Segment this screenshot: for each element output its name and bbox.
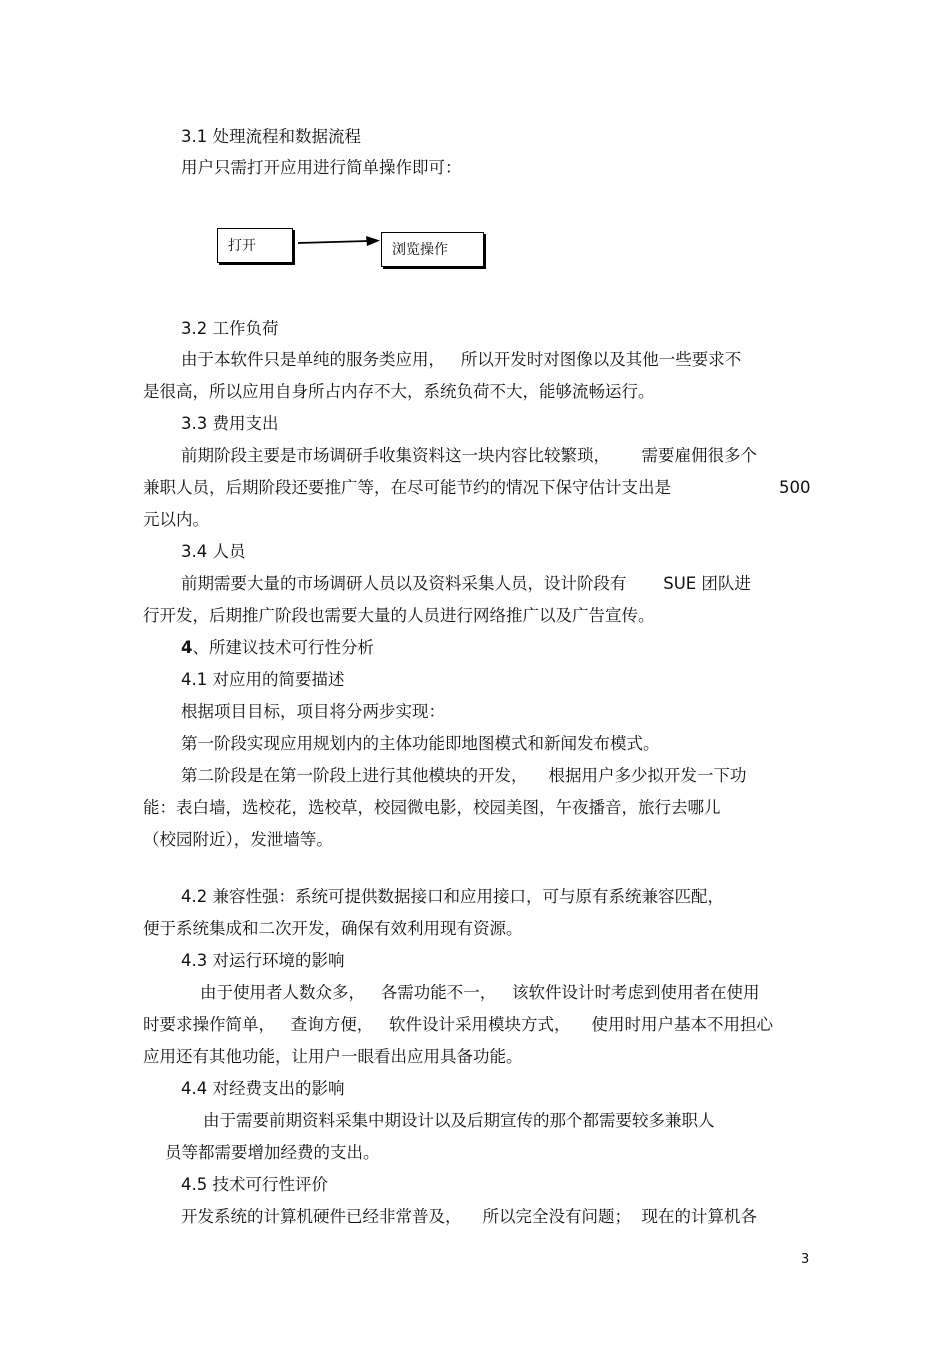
paragraph-3-3-line1: 前期阶段主要是市场调研手收集资料这一块内容比较繁琐， 需要雇佣很多个 xyxy=(181,446,757,465)
paragraph-4-1-line1: 根据项目目标，项目将分两步实现： xyxy=(181,702,445,721)
paragraph-3-2-line1: 由于本软件只是单纯的服务类应用， 所以开发时对图像以及其他一些要求不 xyxy=(181,350,742,369)
paragraph-4-1-line2: 第一阶段实现应用规划内的主体功能即地图模式和新闻发布模式。 xyxy=(181,734,660,753)
paragraph-3-4-line1: 前期需要大量的市场调研人员以及资料采集人员，设计阶段有 SUE 团队进 xyxy=(181,574,751,593)
flow-box-open: 打开 xyxy=(217,228,293,263)
heading-4-number: 4 xyxy=(181,638,193,657)
paragraph-3-1: 用户只需打开应用进行简单操作即可： xyxy=(181,158,462,177)
paragraph-4-3-line3: 应用还有其他功能，让用户一眼看出应用具备功能。 xyxy=(143,1047,523,1066)
heading-3-1: 3.1 处理流程和数据流程 xyxy=(181,127,361,146)
paragraph-4-2-line2: 便于系统集成和二次开发，确保有效利用现有资源。 xyxy=(143,919,523,938)
paragraph-3-3-line2: 兼职人员，后期阶段还要推广等，在尽可能节约的情况下保守估计支出是 xyxy=(143,478,671,497)
heading-4-text: 、所建议技术可行性分析 xyxy=(192,638,374,657)
paragraph-4-5-line1: 开发系统的计算机硬件已经非常普及， 所以完全没有问题； 现在的计算机各 xyxy=(181,1207,757,1226)
paragraph-3-2-line2: 是很高，所以应用自身所占内存不大，系统负荷不大，能够流畅运行。 xyxy=(143,382,655,401)
paragraph-4-1-line5: （校园附近），发泄墙等。 xyxy=(143,830,333,849)
paragraph-4-1-line4: 能：表白墙，选校花，选校草，校园微电影，校园美图，午夜播音，旅行去哪儿 xyxy=(143,798,721,817)
paragraph-3-3-line3: 元以内。 xyxy=(143,510,209,529)
page-number: 3 xyxy=(801,1252,810,1267)
cost-amount: 500 xyxy=(779,478,811,497)
heading-3-3: 3.3 费用支出 xyxy=(181,414,279,433)
paragraph-3-4-line2: 行开发，后期推广阶段也需要大量的人员进行网络推广以及广告宣传。 xyxy=(143,606,655,625)
heading-4-3: 4.3 对运行环境的影响 xyxy=(181,951,345,970)
heading-4-4: 4.4 对经费支出的影响 xyxy=(181,1079,345,1098)
heading-4-1: 4.1 对应用的简要描述 xyxy=(181,670,345,689)
heading-4-5: 4.5 技术可行性评价 xyxy=(181,1175,328,1194)
heading-3-4: 3.4 人员 xyxy=(181,542,246,561)
paragraph-4-3-line1: 由于使用者人数众多， 各需功能不一， 该软件设计时考虑到使用者在使用 xyxy=(200,983,760,1002)
paragraph-4-4-line1: 由于需要前期资料采集中期设计以及后期宣传的那个都需要较多兼职人 xyxy=(203,1111,715,1130)
paragraph-4-1-line3: 第二阶段是在第一阶段上进行其他模块的开发， 根据用户多少拟开发一下功 xyxy=(181,766,747,785)
paragraph-4-4-line2: 员等都需要增加经费的支出。 xyxy=(165,1143,380,1162)
heading-4 xyxy=(181,637,374,659)
paragraph-4-2-line1: 4.2 兼容性强：系统可提供数据接口和应用接口，可与原有系统兼容匹配， xyxy=(181,887,724,906)
flow-arrow xyxy=(296,234,382,250)
flow-box-browse: 浏览操作 xyxy=(381,232,484,267)
paragraph-4-3-line2: 时要求操作简单， 查询方便， 软件设计采用模块方式， 使用时用户基本不用担心 xyxy=(143,1015,773,1034)
heading-3-2: 3.2 工作负荷 xyxy=(181,319,279,338)
